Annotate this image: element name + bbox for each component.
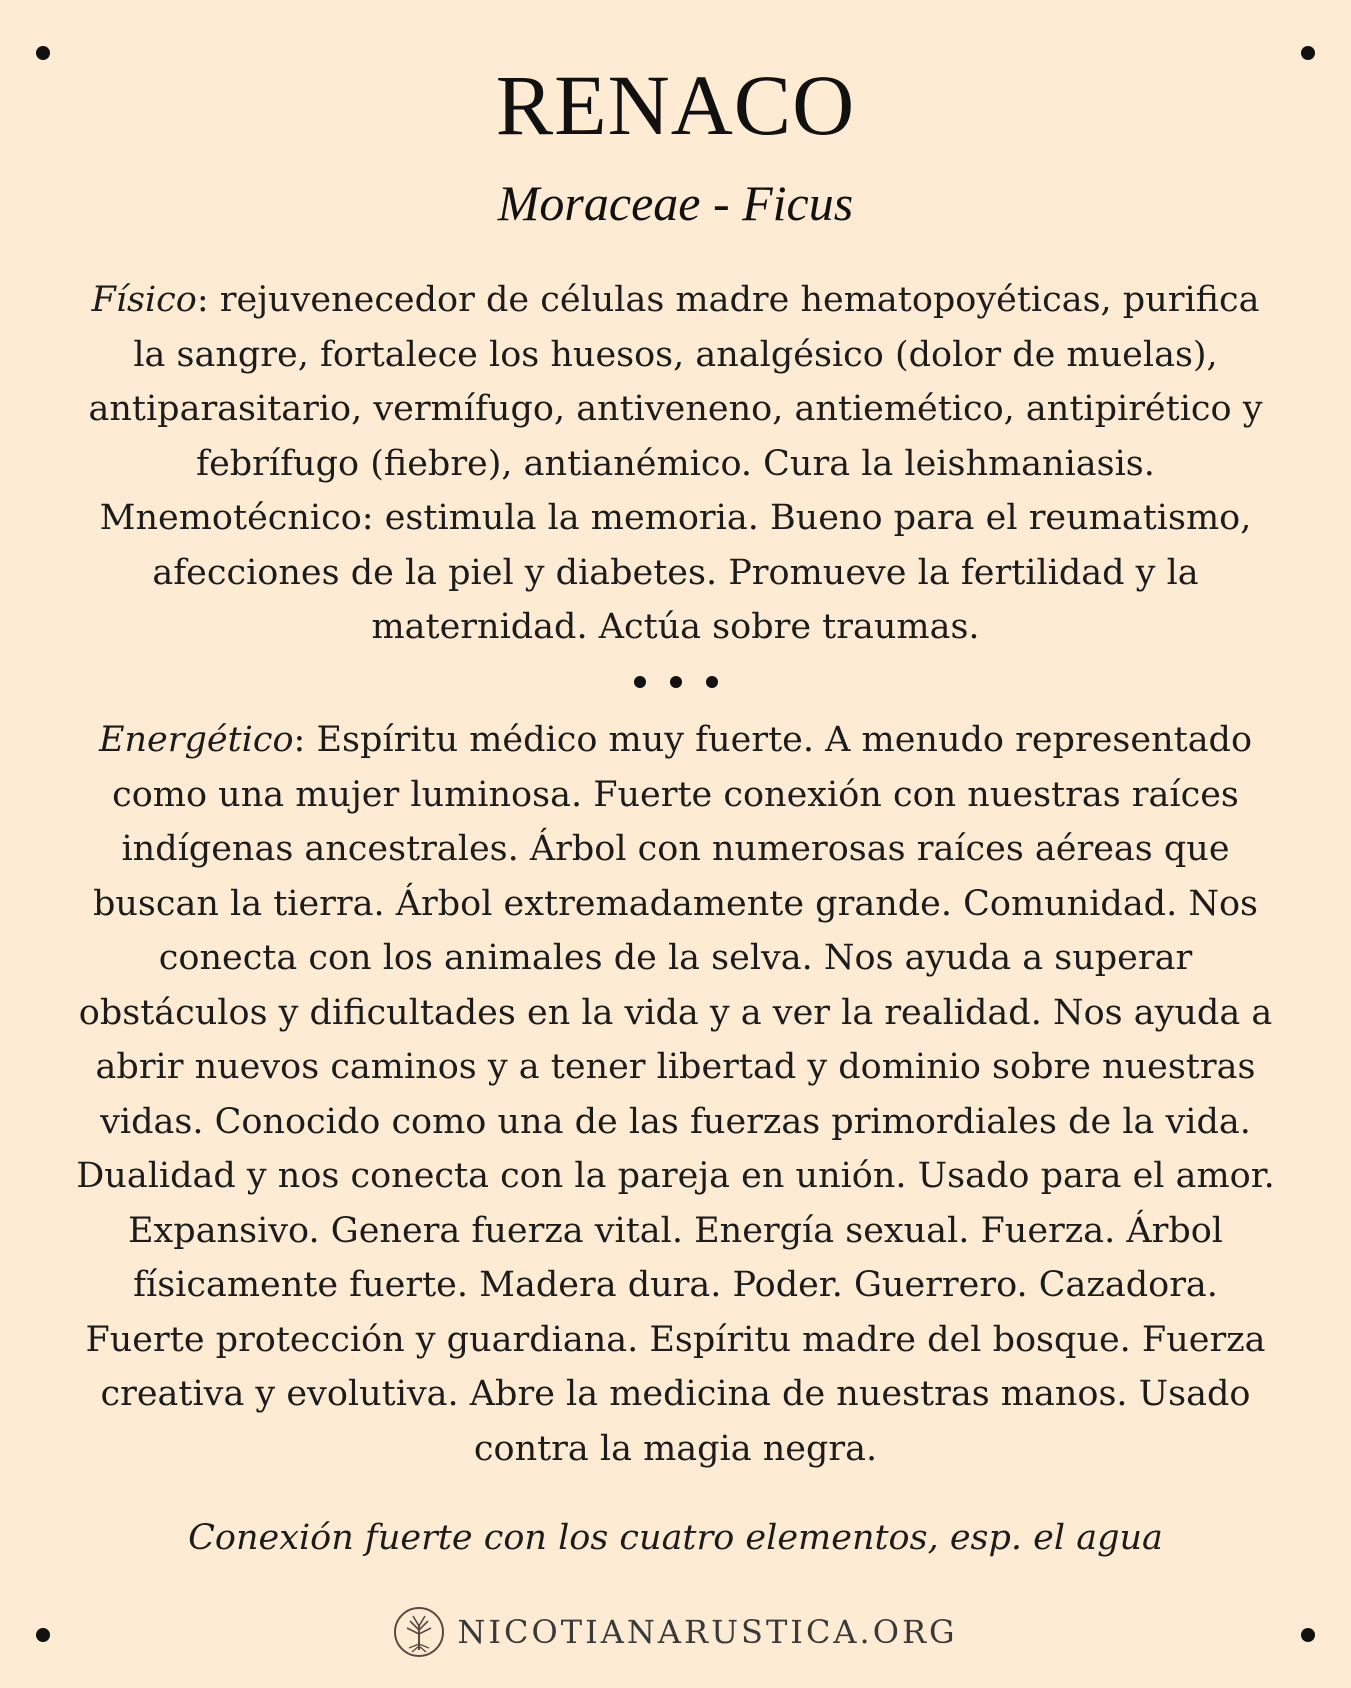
tree-logo-icon [393, 1606, 445, 1658]
separator-dot [670, 676, 682, 688]
physical-paragraph [70, 273, 1281, 655]
energetic-label: Energético [98, 720, 294, 760]
separator-dot [706, 676, 718, 688]
physical-label: Físico [91, 280, 197, 320]
corner-dot-top-right [1301, 46, 1315, 60]
footer [0, 1606, 1351, 1658]
footer-site-name: NICOTIANARUSTICA.ORG [457, 1613, 958, 1651]
energetic-text: : Espíritu médico muy fuerte. A menudo representado como una mujer luminosa. Fuerte conexión con nuestras raíces indígenas ancestrales. Árbol con numerosas raíces aéreas que buscan la tierra. Árbol extremadamente grande. Comunidad. Nos conecta con los animales de la selva. Nos ayuda a superar obstáculos y dificultades en la vida y a ver la realidad. Nos ayuda a abrir nuevos caminos y a tener libertad y dominio sobre nuestras vidas. Conocido como una de las fuerzas primordiales de la vida. Dualidad y nos conecta con la pareja en unión. Usado para el amor. Expansivo. Genera fuerza vital. Energía sexual. Fuerza. Árbol físicamente fuerte. Madera dura. Poder. Guerrero. Cazadora. Fuerte protección y guardiana. Espíritu madre del bosque. Fuerza creativa y evolutiva. Abre la medicina de nuestras manos. Usado contra la magia negra. [76, 720, 1275, 1469]
page-title: RENACO [495, 57, 856, 153]
elements-note: Conexión fuerte con los cuatro elementos, esp. el agua [188, 1518, 1163, 1558]
corner-dot-top-left [36, 46, 50, 60]
separator-dot [634, 676, 646, 688]
page-subtitle: Moraceae - Ficus [497, 175, 854, 231]
section-separator [0, 676, 1351, 688]
physical-text: : rejuvenecedor de células madre hematopoyéticas, purifica la sangre, fortalece los huesos, analgésico (dolor de muelas), antiparasitario, vermífugo, antiveneno, antiemético, antipirético y febrífugo (fiebre), antianémico. Cura la leishmaniasis. Mnemotécnico: estimula la memoria. Bueno para el reumatismo, afecciones de la piel y diabetes. Promueve la fertilidad y la maternidad. Actúa sobre traumas. [88, 280, 1263, 647]
energetic-paragraph [70, 713, 1281, 1476]
